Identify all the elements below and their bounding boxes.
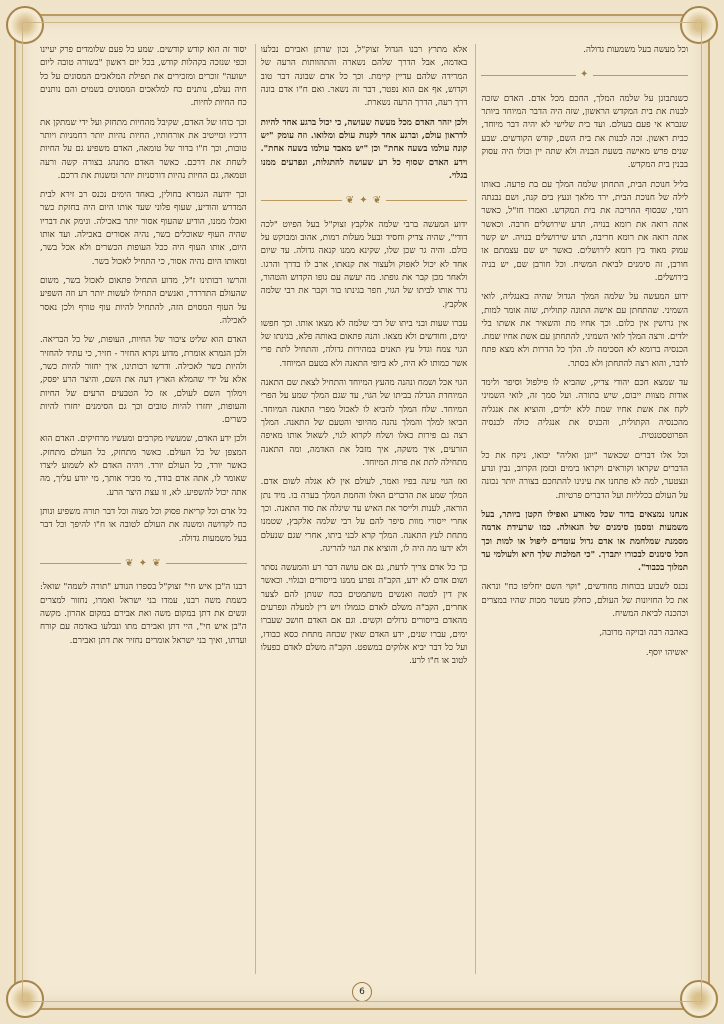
paragraph: עברו שעות ובני ביתו של רבי שלמה לא מצאו אותו. וכך חפשו ימים, וחודשים ולא מצאו. והנה פתאום באותה פלא, בגינתו של הגוי צמח וגדל עץ תאנים במהירות גדולה, והתחיל לתת פרי אשר כמותו לא היה, לא ביופי התאנה ולא בטעם המיוחד.	[260, 318, 468, 369]
ornamental-divider	[261, 193, 468, 209]
paragraph: וכל מעשה בעל משמעות גדולה.	[583, 45, 689, 55]
paragraph: ולכן ידע האדם, שמעשיו מקרבים ומעשיו מרחיקים. האדם הוא המצפן של כל העולם. כאשר מתחזק, כל העולם מתחזק. כאשר יורד, כל העולם יורד. ויהיה האדם לא לשמוע ליצרו שאומר לו, אתה אדם בודד, מי מכיר אותך, מי יודע עליך, מה אתה יכול להשפיע. לא, זו עצת היצר הרע.	[40, 434, 247, 498]
paragraph: וכך כוחו של האדם, שקיבל מהחיות מתחזק ועל ידי שמתקן את דרכיו ומייטיב את אורחותיו, החיות נהיות יותר רחמניות ויותר טובות, וכך ח"ו בדור של טומאה, האדם משפיע גם על החיות לשחת את דרכם. כאשר האדם מתנהג בצורה קשה ורעה וטמאה, גם החיות נהיות דורסניות יותר ומשנות את דרכם.	[40, 117, 247, 181]
paragraph: וכך ידועה הגמרא בחולין, באחד הימים נכנס רב זירא לבית המדרש והודיע, שעוף פלוני שעד אותו היום היה בחזקת כשר ואכלו ממנו, הודיע שהעוף אסור יותר באכילה. ונימק את דבריו שהיה העוף שאוכלים בשר, נהיה אסורים באכילה. ועד אותו היום, אותו העוף היה ככל העופות הכשרים ולא אכל בשר, ומאותו היום נהיה אסור, כי התחיל לאכול בשר.	[40, 190, 247, 267]
article-columns	[40, 44, 688, 984]
paragraph: ואז הגוי עינה בפיו ואמר, לעולם אין לא אגלה לשום אדם. המלך שמע את הדברים האלו והחמת המלך בערה בו. מיד נתן הוראה, לענות ולייסר את האיש עד שיגלה את סוד התאנה. וכך אחרי ייסורי מוות סיפר להם על רבי שלמה אלקבץ, שטמנו מתחת לעץ התאנה. המלך קרא לבני ביתו, אחרי שגם שנעלם ולא ידעו מה היה לו, והוציא את הגוי להריגה.	[260, 477, 468, 554]
paragraph: עד שמצא חכם יהודי צדיק, שהביא לו פילפול וסיפר ולימד אודות מצוות ייבום, שיש בתורה. ועל סמך זה, לואי השמיני לקח את אשת אחיו שמת ללא ילדים, והוציא את אנגליה מהכנסיה הקתולית, והכניס את אנגליה כולה לכנסיה הפרוטסטנטית.	[481, 378, 689, 442]
corner-ornament-icon	[680, 6, 718, 44]
closing-line: באהבה רבה ובזיקה מרובה,	[599, 628, 689, 639]
column-right	[40, 44, 247, 984]
paragraph-emphasis: ולכן יזהר האדם מכל מעשה שעושה, כי יכול ברגע אחד להיות לדראון עולם, וברגע אחד לקנות עולם ומלואו. וזה עומק "יש קונה עולמו בשעה אחת" וכן "יש מאבד עולמו בשעה אחת". וידע האדם שסוף כל רע שעושה להתגלות, ונפרעים ממנו בגלוי.	[260, 117, 468, 181]
paragraph: כשנתבונן על שלמה המלך, החכם מכל אדם. האדם שזכה לבנות את בית המקדש הראשון, שזה היה הדבר המיוחד ביותר שנברא אי פעם בעולם. ועד בית שלישי לא יהיה דבר מיוחד, כבית ראשון. זכה לבנות את בית השם, קודש הקודשים. שבע שנים פרש מאישה בשעת הבניה ולא שתה יין וכולו היה עסוק בבנין בית המקדש.	[481, 93, 689, 171]
paragraph: האדם הוא שליט ציבור של החיות, העופות, של כל הבריאה. ולכן הגמרא אומרת, מדוע נקרא החזיר - חזיר, כי עתיד להחזיר ולהיות כשר לאכילה. ודרשו רבותינו, איך יחזור להיות כשר, אלא על ידי שהמלא הארץ דעה את השם, והיצר הרע יפסק, וימלוך השם לעולם, אז כל הטבעים הרעים של החיות והעופות, יחזרו להיות טובים וכך גם הסימנים יחזרו להיות כשרים.	[40, 335, 247, 426]
paragraph: והרשו רבותינו ז"ל, מדוע התחיל פתאום לאכול בשר, משום שהעולם התדרדר, ואנשים התחילו לעשות יותר רע וזה השפיע על העוף המסוים הזה, להתחיל להיות עוף טורף ולכן נאסר לאכילה.	[40, 276, 247, 326]
column-left	[481, 44, 688, 984]
paragraph: נכנס לשבוע בכוחות מחודשים, "וקוי השם יחליפו כח" ונראה את כל החזיונות של העולם, כחלק מעשר מכות שהיו במצרים וכהכנה לביאת המשיח.	[481, 582, 689, 620]
flourish-icon: ❦ ✦ ❦	[125, 557, 162, 569]
paragraph: הגוי אכל ושמח ונהנה מהעץ המיוחד והתחיל לצאת שם התאנה המיוחדת הגדלה בביתו של הגוי, עד שגם המלך שמע על הפרי המיוחד. שלח המלך להביא לו לאכול מפרי התאנה המיוחד. הביאו למלך והמלך נהנה מהיופי והטעם של התאנה. המלך רצה גם פירות כאלו ושלח לקרוא לגוי, לשאול אותו מאיפה הזרעים, איך משקה, איך מזבל את האדמה, ומה התאנה מתחילה לתת את פרות המיוחד.	[260, 378, 468, 468]
corner-ornament-icon	[6, 980, 44, 1018]
page-number: 6	[352, 982, 372, 1002]
signature: יאשיהו יוסף.	[645, 647, 689, 658]
ornamental-divider	[40, 556, 247, 572]
column-middle	[261, 44, 468, 984]
page-frame	[14, 14, 710, 1010]
paragraph: יסוד זה הוא קודש קודשים. שמע כל פעם שלומדים פרק יעיינו וכפי שנזכה בקהלות קודש, בכל יום ראשון "בשורה טובה ליום ישועה" זוכרים ומזכירים את תפילת המלאכים המסונים על כל חיה נעלם, נותנים כח למלאכים המסונים בשמים והם נותנים כח החיות לחיות.	[40, 45, 247, 109]
flourish-icon: ✦	[579, 69, 590, 81]
paragraph: ידוע המעשה על שלמה המלך הגדול שהיה באנגליה, לואי השמיני. שהתחתן עם אישה התונה קתולית, שזה אומר למות, אין גרושין אין כלום. וכך אחיו מת והשאיר את אשתו בלי ילדים. ורצה המלך לואי השמיני, להתחתן עם אשת אחיו שמת. הכנסיה ברומא לא הסכימה לו. הלך כל הדרות ולא מצא פתח לדבר, והוא רצה להתחתן ולא בסתר.	[481, 292, 689, 369]
paragraph: כך כל אדם צריך לדעת, גם אם עושה דבר רע והמעשה נסתר ושום אדם לא ידע, הקב"ה נפרע ממנו בייסורים ובגלוי. וכאשר אין דין למטה ואנשים משתמטים בכח שנותן להם לצער אחרים, הקב"ה משלם לאדם כגמולו ויש דין למעלה ונפרעים מהאדם בייסורים גדולים וקשים. וגם אם האדם חושב שעברו ימים, עברו שנים, ידע האדם שאין שכחה מתחת כסא כבודו, ועל כל דבר יביא אלוקים במשפט. הקב"ה משלם לאדם כפעלו לטוב או ח"ו לרע.	[260, 563, 468, 667]
paragraph-emphasis: אנחנו נמצאים בדור שכל מאורע ואפילו הקטן ביותר, בעל משמעות ומסמן סימנים של הגאולה. כמו שרעידת אדמה מסמנת שמלחמת או אדם גדול עומדים ליפול או למות וכך הכל סימנים לבכורו יתברך. "כי המלכות שלך היא ולעולמי עד תמלוך בכבוד".	[481, 509, 689, 574]
paragraph: כל אדם וכל קריאת פסוק וכל מצוה וכל דבר תורה משפיע ונותן כח לקדושה ומשנה את העולם לטובה או ח"ו להיפך וכל דבר בעל משמעות גדולה.	[40, 507, 247, 544]
paragraph: אלא מתרץ רבנו הגדול זצוק"ל, נכון שדתן ואבירם נבלעו באדמה, אבל הדרך שלהם נשארה והתהוותות הרעה של המרידה שלהם עדיין קיימת. וכך כל אדם שבונה דבר טוב וקדוש, אף אם הוא נפטר, דבר זה נשאר. ואם ח"ו אדם בונה דרך רעה, הדרך הרעה נשארת.	[260, 45, 468, 109]
ornamental-divider	[481, 67, 688, 83]
paragraph: רבנו ה"בן איש חי" זצוק"ל בספרו הנודע "תורה לשמה" שואל: כשמת משה רבנו, עמדו בני ישראל ואמרו, נחזור למצרים ונשים את דתן במקום משה ואת אבירם במקום אהרון. מקשה ה"בן איש חי", היי דתן ואבירם מתו ונבלעו באדמה עם קורח ועדתו, ואיך בני ישראל אומרים נחזיר את דתן ואבירם.	[40, 582, 247, 646]
flourish-icon: ❦ ✦ ❦	[345, 195, 383, 207]
column-divider	[255, 44, 256, 974]
corner-ornament-icon	[680, 980, 718, 1018]
paragraph: וכל אלו דברים שכאשר "יונן ואליה" יבואו, ניקח את כל הדברים שקראו וקוראים ויקראו בימים ובזמן הקרוב, נבין ונדע ונצטער, למה לא פתחנו את עינינו להתחכם בצורה יותר נכונה על העולם בכלליות ועל הדברים פרטיות.	[481, 450, 689, 501]
paragraph: ידוע המעשה ברבי שלמה אלקבץ זצוק"ל בעל הפיוט "לכה דודי", שהיה צדיק וחסיד ובעל מעלות רמות, אהוב ומבוקש על כולם. והיה גר שכן שלו, שקינא ממנו קנאה גדולה. עד שיום אחד לא יכול לאפוק ולעצור את קנאתו, ארב לו בדרך והרגו. ולאחר מכן קבר את גופתו. מה יעשה עם גופו הקדוש והטהור, גרר אותו לביתו של הגוי, חפר בגינתו בור וקבר את רבי שלמה אלקבץ.	[260, 219, 468, 310]
paragraph: בליל חנוכת הבית, התחתן שלמה המלך עם בת פרעה. באותו לילה של חנוכת הבית, ירד מלאך ונעץ בים קנה, ושם נבנתה רומי, שבסוף החריבה את בית המקדש. ואמרו חז"ל, כאשר אתה רואה את רומא בנויה, תדע שירושלים חרבה. וכאשר אתה רואה את רומא חריבה, תדע שירושלים בנויה. יש קשר עמוק מאוד בין רומא לירושלים. כאשר יש שם עצמתם או חורבן, זה סימנים לביאת המשיח. וכל חורבן שם, יש בניה בירושלים.	[481, 179, 689, 283]
corner-ornament-icon	[6, 6, 44, 44]
column-divider	[475, 44, 476, 974]
